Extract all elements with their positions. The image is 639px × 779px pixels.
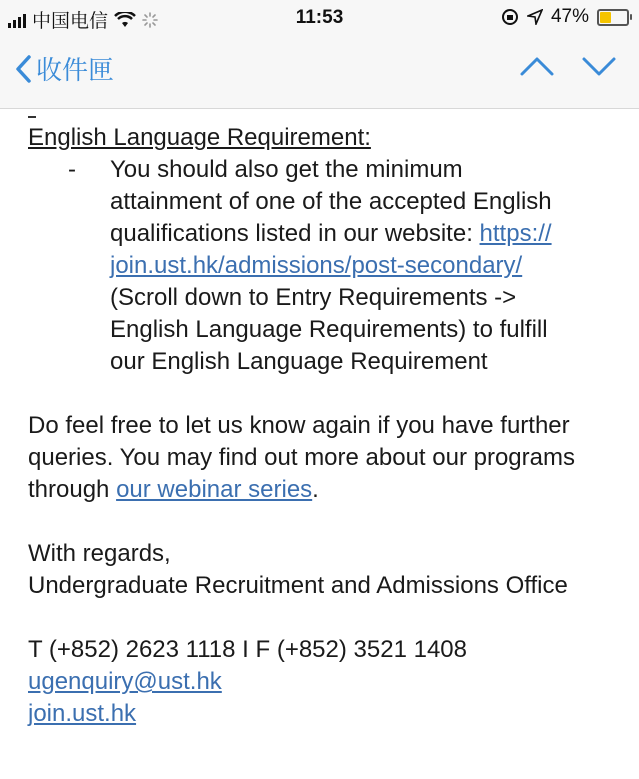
bullet-line xyxy=(110,250,628,282)
message-nav xyxy=(519,54,617,78)
signature xyxy=(28,538,628,602)
section-heading: English Language Requirement: xyxy=(28,124,371,151)
office-name: Undergraduate Recruitment and Admissions Office xyxy=(28,572,568,599)
back-label: 收件匣 xyxy=(36,55,115,85)
battery-percent: 47% xyxy=(550,6,589,27)
orientation-lock-icon xyxy=(501,8,519,26)
email-link[interactable]: ugenquiry@ust.hk xyxy=(28,668,222,695)
divider-mark xyxy=(28,116,36,118)
chevron-left-icon xyxy=(14,54,32,84)
chevron-up-icon[interactable] xyxy=(519,54,555,78)
paragraph-line xyxy=(28,474,628,506)
paragraph-text: through xyxy=(28,476,117,503)
contact-info xyxy=(28,634,628,730)
website-link-continued[interactable]: join.ust.hk/admissions/post-secondary/ xyxy=(110,252,523,279)
bullet-line: our English Language Requirement xyxy=(110,348,488,375)
bullet-line: (Scroll down to Entry Requirements -> xyxy=(110,284,517,311)
requirement-bullet xyxy=(28,154,628,378)
navigation-bar xyxy=(0,36,639,109)
status-time: 11:53 xyxy=(295,7,344,28)
webinar-link[interactable]: our webinar series xyxy=(116,476,313,503)
bullet-line: English Language Requirements) to fulfill xyxy=(110,316,548,343)
bullet-line xyxy=(110,218,628,250)
back-button[interactable] xyxy=(14,50,114,87)
bullet-mark: - xyxy=(68,156,76,183)
site-link[interactable]: join.ust.hk xyxy=(28,700,137,727)
battery-icon xyxy=(597,9,629,26)
bullet-line: You should also get the minimum xyxy=(110,156,463,183)
carrier-label: 中国电信 xyxy=(32,11,109,32)
chevron-down-icon[interactable] xyxy=(581,54,617,78)
status-right xyxy=(501,6,629,28)
status-bar xyxy=(0,0,639,36)
bullet-text: qualifications listed in our website: xyxy=(110,220,480,247)
battery-fill xyxy=(600,12,611,23)
email-body xyxy=(28,108,628,730)
paragraph-end: . xyxy=(312,476,319,503)
bullet-line: attainment of one of the accepted English xyxy=(110,188,552,215)
paragraph-line: queries. You may find out more about our programs xyxy=(28,444,575,471)
paragraph-line: Do feel free to let us know again if you have further xyxy=(28,412,570,439)
location-arrow-icon xyxy=(527,9,543,25)
website-link[interactable]: https:// xyxy=(479,220,552,247)
contact-paragraph xyxy=(28,410,628,506)
regards-text: With regards, xyxy=(28,540,171,567)
phone-fax-line: T (+852) 2623 1118 I F (+852) 3521 1408 xyxy=(28,636,467,663)
